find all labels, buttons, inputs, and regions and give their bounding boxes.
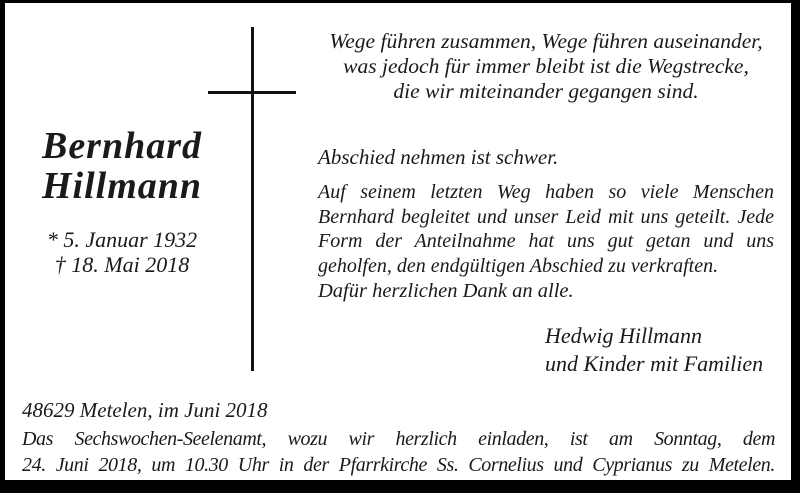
frame-edge-right xyxy=(791,0,800,493)
intro-line: Abschied nehmen ist schwer. xyxy=(318,145,559,169)
signature-family: und Kinder mit Familien xyxy=(545,351,764,376)
birth-date: * 5. Januar 1932 xyxy=(46,227,198,252)
death-date: † 18. Mai 2018 xyxy=(54,252,190,277)
cross-vertical-bar xyxy=(251,27,254,371)
frame-edge-top xyxy=(0,0,800,3)
frame-edge-left xyxy=(0,0,5,493)
memorial-quote xyxy=(318,29,774,104)
thanks-paragraph xyxy=(318,180,774,278)
signature-block xyxy=(545,322,785,378)
paragraph-line: Auf seinem letzten Weg haben so viele Menschen xyxy=(318,181,774,203)
place-date-line: 48629 Metelen, im Juni 2018 xyxy=(22,398,268,422)
service-announcement xyxy=(22,426,775,478)
paragraph-line: geholfen, den endgültigen Abschied zu verkraften. xyxy=(318,254,719,277)
life-dates xyxy=(10,227,234,277)
paragraph-line: Form der Anteilnahme hat uns gut getan und uns xyxy=(318,230,774,252)
service-line: Das Sechswochen-Seelenamt, wozu wir herzlich einladen, ist am Sonntag, dem xyxy=(22,428,775,450)
frame-edge-bottom xyxy=(0,480,800,493)
memorial-quote-line: Wege führen zusammen, Wege führen auseinander, xyxy=(329,29,763,53)
deceased-name xyxy=(10,126,234,206)
memorial-quote-line: die wir miteinander gegangen sind. xyxy=(393,79,699,103)
signature-name: Hedwig Hillmann xyxy=(545,323,703,348)
service-line: 24. Juni 2018, um 10.30 Uhr in der Pfarrkirche Ss. Cornelius und Cyprianus zu Metelen. xyxy=(22,454,775,476)
cross-horizontal-bar xyxy=(208,91,296,94)
memorial-quote-line: was jedoch für immer bleibt ist die Wegstrecke, xyxy=(343,54,749,78)
deceased-first-name: Bernhard xyxy=(41,125,203,167)
paragraph-line: Bernhard begleitet und unser Leid mit uns geteilt. Jede xyxy=(318,205,774,228)
deceased-last-name: Hillmann xyxy=(41,165,203,207)
thanks-line: Dafür herzlichen Dank an alle. xyxy=(318,280,574,302)
